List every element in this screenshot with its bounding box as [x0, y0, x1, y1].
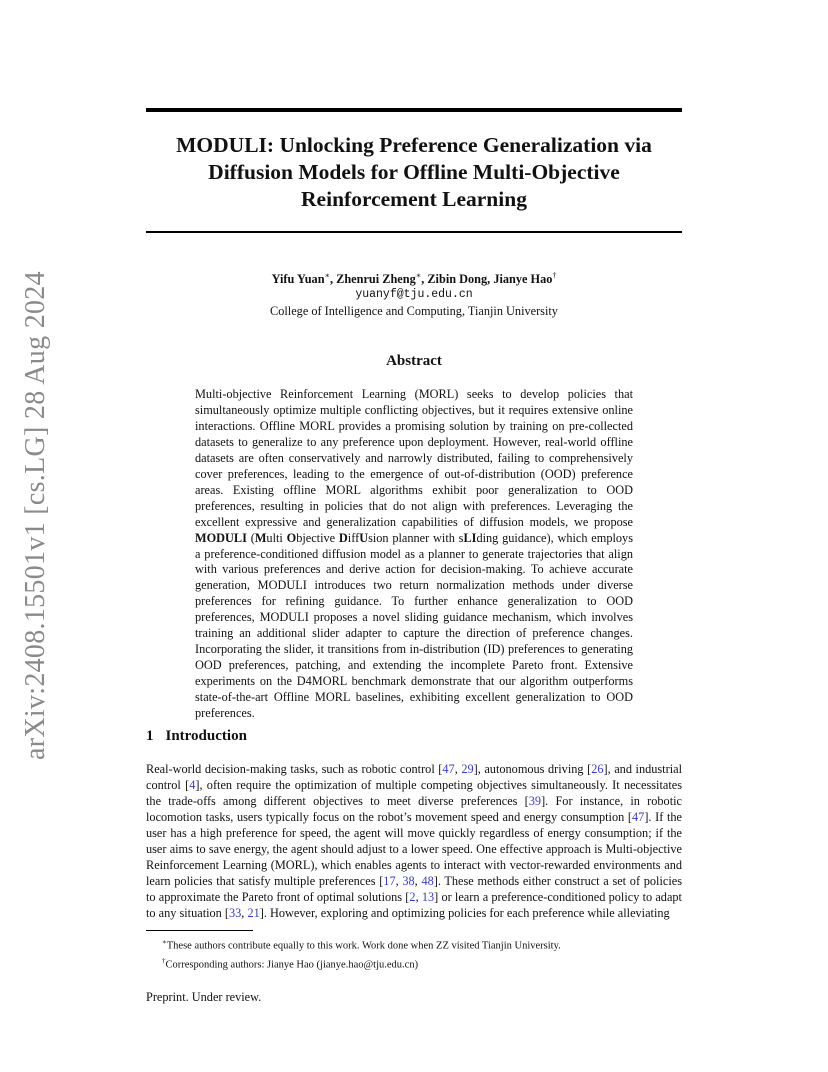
intro-text: ]. For instance, in robotic locomotion tasks, users typically focus on the robot’s movement speed and energy consumption [ [146, 793, 682, 824]
intro-text: ]. If the user has a high preference for speed, the agent will move quickly regardless of energy consumption; if the user aims to save energy, the agent should adjust to a lower speed. One effective approach is Multi-objective Reinforcement Learning (MORL), which enables agents to interact with vector-rewarded environments and learn policies that satisfy multiple preferences [ [146, 809, 683, 888]
title-bottom-rule [146, 231, 682, 233]
citation-link[interactable]: 2 [409, 889, 416, 904]
abstract-text-part: ( [246, 530, 255, 545]
footnote [162, 935, 682, 954]
footnote-mark: † [162, 957, 166, 965]
citation-link[interactable]: 29 [461, 762, 474, 776]
author-name: Yifu Yuan [271, 272, 325, 287]
abstract-heading: Abstract [386, 353, 442, 369]
intro-text: ]. These methods either construct a set of policies to approximate the Pareto front of optimal solutions [ [146, 873, 682, 904]
acronym-letter: M [254, 530, 267, 545]
preprint-notice: Preprint. Under review. [146, 990, 262, 1004]
author-mark: ∗ [415, 271, 422, 280]
acronym-rest: ulti [266, 530, 287, 545]
author-name: Zhenrui Zheng [336, 272, 416, 287]
citation-link[interactable]: 4 [189, 777, 196, 792]
author-names: Yifu Yuan∗, Zhenrui Zheng∗, Zibin Dong, Jianye Hao† [271, 271, 557, 287]
citation-link[interactable]: 21 [247, 905, 260, 920]
intro-text: ]. However, exploring and optimizing policies for each preference while alleviating [259, 905, 670, 920]
section-number: 1 [146, 728, 154, 744]
citation-link[interactable]: 17 [383, 873, 396, 888]
intro-text: , [454, 762, 462, 776]
intro-text: ] or learn a preference-conditioned policy to adapt to any situation [ [146, 889, 682, 920]
arxiv-identifier-stamp: arXiv:2408.15501v1 [cs.LG] 28 Aug 2024 [20, 271, 51, 760]
acronym-letter: D [338, 530, 348, 545]
acronym-rest: sion planner with s [368, 530, 464, 545]
acronym-rest: iff [347, 530, 360, 545]
citation-link[interactable]: 33 [229, 905, 242, 920]
intro-text: , [241, 905, 248, 920]
citation-link[interactable]: 26 [591, 762, 604, 776]
intro-text: ], and industrial control [ [146, 762, 682, 792]
author-name: Zibin Dong [427, 272, 488, 287]
footnote [162, 954, 682, 973]
abstract-text-part: Multi-objective Reinforcement Learning (MORL) seeks to develop policies that simultaneously optimize multiple conflicting objectives, but it requires extensive online interactions. Offline MORL provides a promising solution by training on pre-collected datasets to generalize to any preference upon deployment. However, real-world offline datasets are often conservatively and narrowly distributed, failing to comprehensively cover preferences, leading to the emergence of out-of-distribution (OOD) preference areas. Existing offline MORL algorithms exhibit poor generalization to OOD preferences, resulting in policies that do not align with preferences. Leveraging the excellent expressive and generalization capabilities of diffusion models, we propose [195, 387, 633, 529]
author-mark: † [552, 271, 557, 280]
footnote-mark: ∗ [162, 938, 167, 946]
section-title: Introduction [165, 728, 247, 744]
abstract-text-part: which employs a preference-conditioned diffusion model as a planner to generate trajectories that align with various preferences and derive action for decision-making. To achieve accurate generation, MODULI introduces two return normalization methods under diverse preferences for refining guidance. To further enhance generalization to OOD preferences, MODULI proposes a novel sliding guidance mechanism, which involves training an additional slider adapter to capture the direction of preference changes. Incorporating the slider, it transitions from in-distribution (ID) preferences to generating OOD preferences, patching, and extending the incomplete Pareto front. Extensive experiments on the D4MORL benchmark demonstrate that our algorithm outperforms state-of-the-art Offline MORL baselines, exhibiting excellent generalization to OOD preferences. [195, 530, 633, 721]
acronym-letter: LI [463, 530, 477, 545]
footnote-rule [146, 930, 253, 931]
acronym-letter: O [286, 530, 297, 545]
section-heading [146, 728, 247, 745]
author-block [146, 268, 682, 319]
intro-text: Real-world decision-making tasks, such as robotic control [ [146, 762, 443, 776]
citation-link[interactable]: 39 [528, 793, 542, 808]
model-name: MODULI [195, 530, 247, 545]
author-name: Jianye Hao [493, 272, 553, 287]
author-mark: ∗ [324, 271, 330, 280]
citation-link[interactable]: 38 [402, 873, 415, 888]
intro-text: ], autonomous driving [ [473, 762, 592, 776]
title-top-rule [146, 108, 682, 112]
author-affiliation: College of Intelligence and Computing, Tianjin University [270, 304, 558, 319]
acronym-rest: ding guidance), [476, 530, 558, 545]
citation-link[interactable]: 48 [421, 873, 434, 888]
author-email: yuanyf@tju.edu.cn [355, 288, 473, 302]
footnotes [162, 935, 682, 973]
intro-text: , [414, 873, 422, 888]
footnote-text: These authors contribute equally to this work. Work done when ZZ visited Tianjin University. [166, 940, 561, 952]
citation-link[interactable]: 13 [421, 889, 435, 904]
footnote-text: Corresponding authors: Jianye Hao (jianye.hao@tju.edu.cn) [165, 959, 419, 971]
citation-link[interactable]: 47 [442, 762, 455, 776]
citation-link[interactable]: 47 [632, 809, 645, 824]
abstract-text [195, 387, 633, 722]
intro-text: ], often require the optimization of multiple competing objectives simultaneously. It necessitates the trade-offs among different objectives to meet diverse preferences [ [146, 777, 682, 808]
intro-text: , [395, 873, 403, 888]
acronym-rest: bjective [296, 530, 339, 545]
intro-text: , [415, 889, 422, 904]
paper-title: MODULI: Unlocking Preference Generalization via Diffusion Models for Offline Multi-Objective Reinforcement Learning [176, 133, 652, 211]
acronym-letter: U [359, 530, 369, 545]
introduction-paragraph [146, 762, 682, 922]
